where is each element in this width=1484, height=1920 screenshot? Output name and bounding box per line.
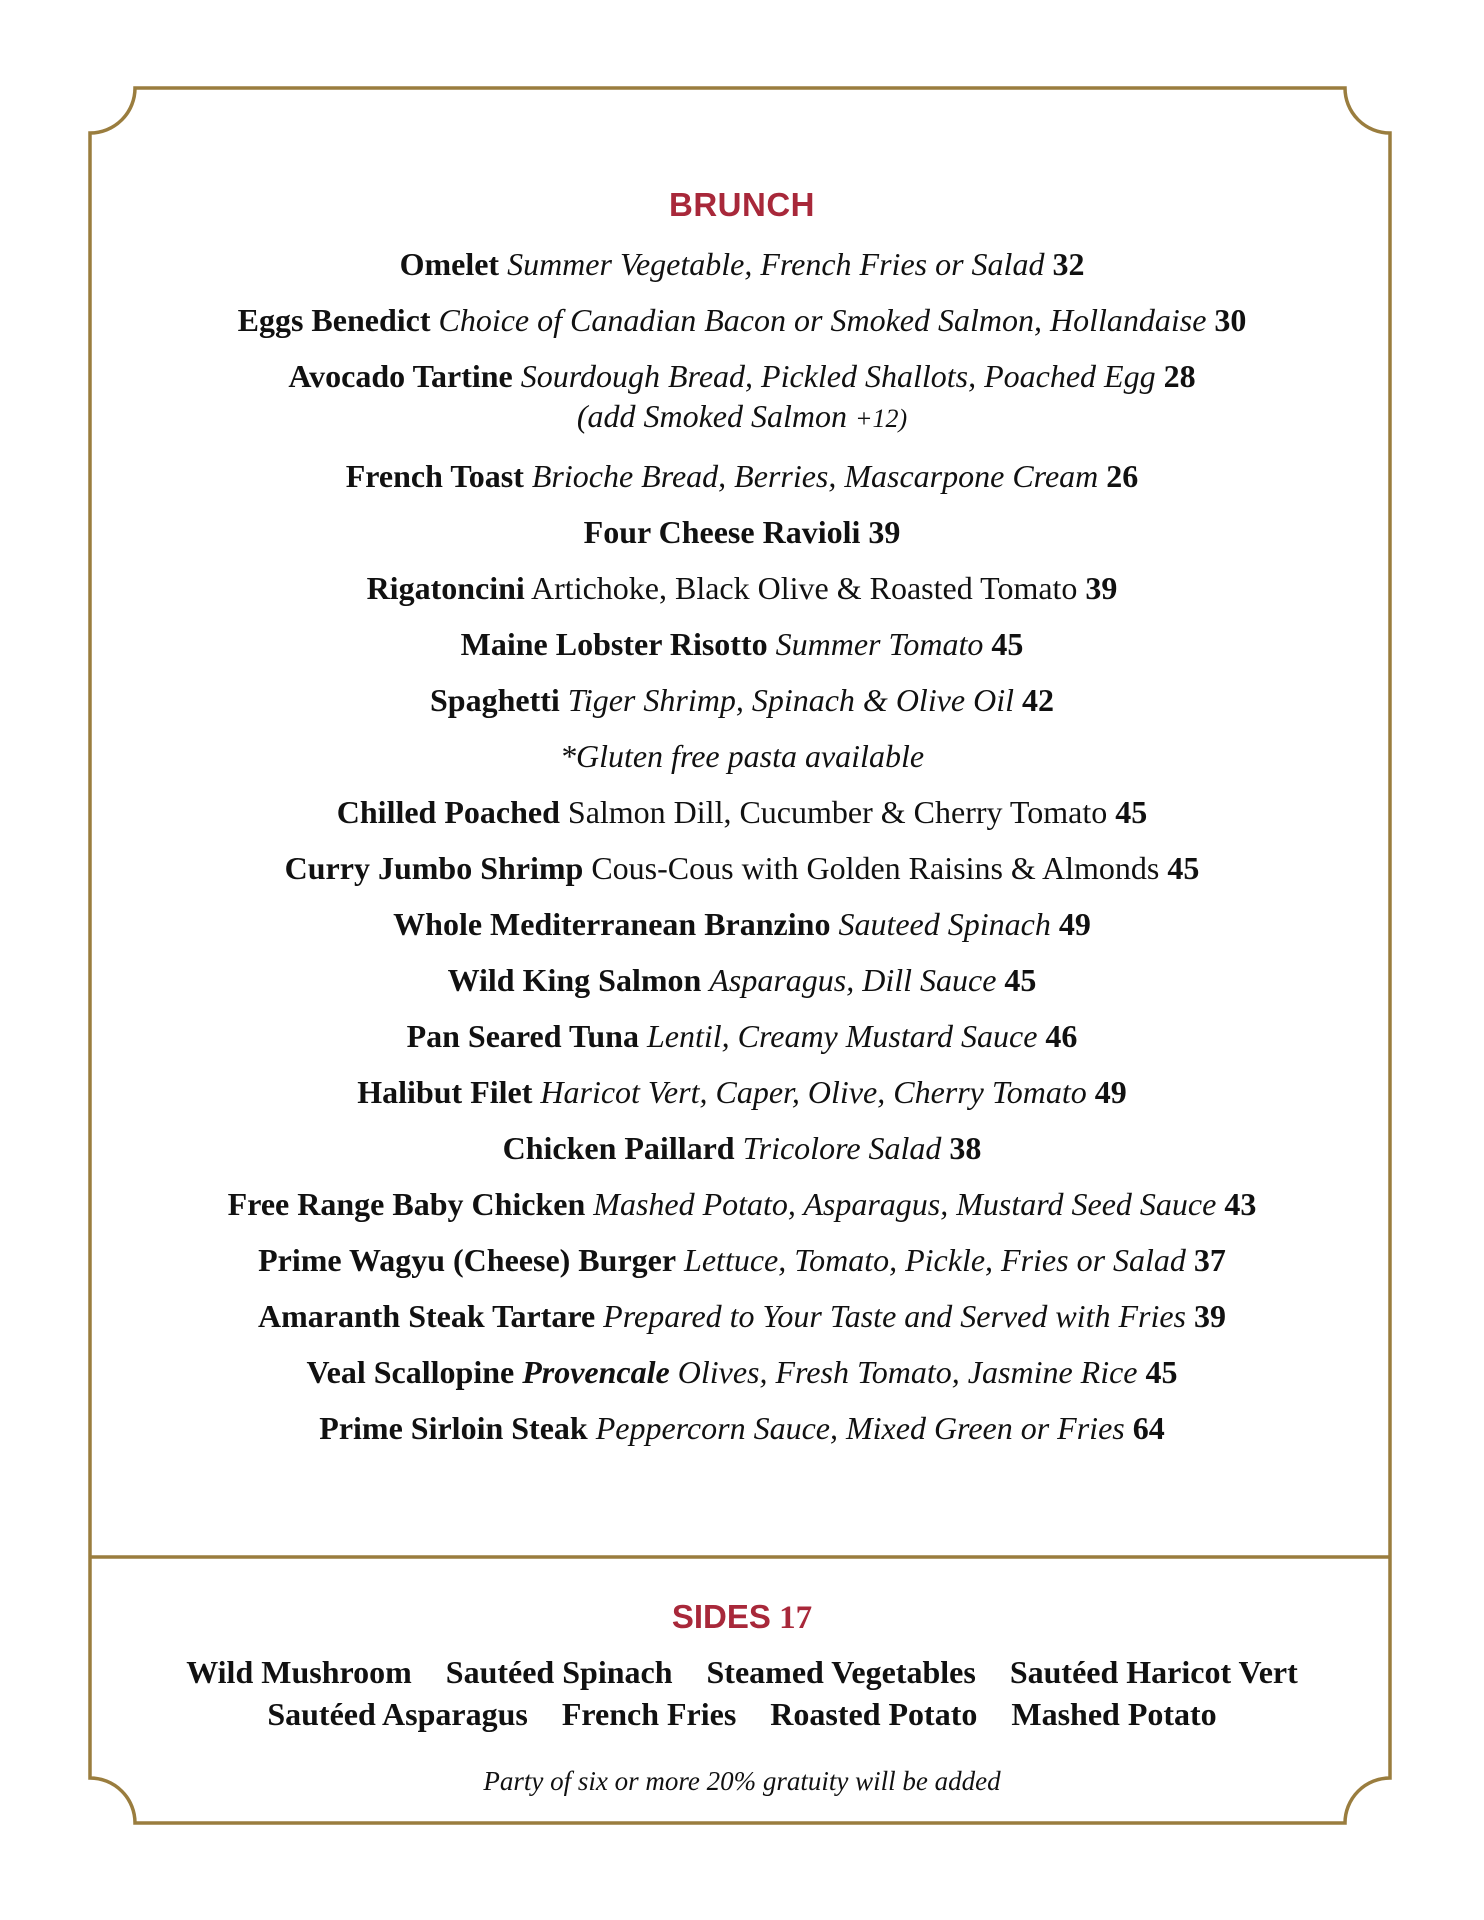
side-item: Steamed Vegetables [706, 1654, 976, 1690]
menu-item-name: Spaghetti [430, 682, 560, 718]
menu-item-description: Summer Tomato [775, 626, 984, 662]
menu-item-price: 39 [1194, 1298, 1226, 1334]
menu-item-price: 45 [1004, 962, 1037, 998]
menu-item-name: French Toast [345, 458, 524, 494]
menu-item [90, 512, 1394, 568]
menu-item-name: Four Cheese Ravioli [583, 514, 861, 550]
menu-item-price: 43 [1224, 1186, 1257, 1222]
menu-item-description: Cous-Cous with Golden Raisins & Almonds [591, 850, 1160, 886]
menu-item [90, 624, 1394, 680]
menu-item-price: 45 [991, 626, 1024, 662]
menu-item-description: Haricot Vert, Caper, Olive, Cherry Tomato [540, 1074, 1087, 1110]
menu-item-name: Halibut Filet [357, 1074, 533, 1110]
sides-list-line-2 [0, 1696, 1484, 1733]
menu-item [90, 792, 1394, 848]
menu-item-name: Prime Sirloin Steak [319, 1410, 588, 1446]
menu-item-name: Wild King Salmon [447, 962, 702, 998]
menu-item-description: Asparagus, Dill Sauce [709, 962, 997, 998]
menu-item-price: 39 [868, 514, 901, 550]
menu-item-price: 46 [1045, 1018, 1078, 1054]
menu-item [90, 1296, 1394, 1352]
menu-note: *Gluten free pasta available [559, 738, 925, 774]
menu-item-description: Sauteed Spinach [838, 906, 1051, 942]
sides-heading [0, 1598, 1484, 1637]
menu-item-description: Tiger Shrimp, Spinach & Olive Oil [567, 682, 1014, 718]
menu-item-description: Peppercorn Sauce, Mixed Green or Fries [595, 1410, 1125, 1446]
side-item: Sautéed Haricot Vert [1009, 1654, 1298, 1690]
menu-item-name-emphasis: Provencale [522, 1354, 670, 1390]
menu-item-description: Brioche Bread, Berries, Mascarpone Cream [531, 458, 1099, 494]
side-item: French Fries [561, 1696, 737, 1732]
menu-item-description: Artichoke, Black Olive & Roasted Tomato [531, 570, 1078, 606]
menu-item-price: 45 [1167, 850, 1200, 886]
brunch-menu-list [90, 244, 1394, 1464]
menu-item-price: 39 [1085, 570, 1118, 606]
menu-item-name: Amaranth Steak Tartare [257, 1298, 596, 1334]
menu-item [90, 1184, 1394, 1240]
menu-item-price: 42 [1022, 682, 1054, 718]
menu-item [90, 904, 1394, 960]
menu-item-price: 49 [1058, 906, 1091, 942]
menu-item-name: Chilled Poached [336, 794, 560, 830]
menu-item-price: 28 [1163, 358, 1196, 394]
menu-item-price: 30 [1214, 302, 1247, 338]
menu-item [90, 1072, 1394, 1128]
menu-item-price: 26 [1106, 458, 1139, 494]
menu-item-name: Pan Seared Tuna [406, 1018, 639, 1054]
menu-item-price: 49 [1094, 1074, 1127, 1110]
menu-item [90, 1352, 1394, 1408]
sides-price: 17 [779, 1600, 813, 1636]
menu-item-name: Whole Mediterranean Branzino [393, 906, 831, 942]
menu-item [90, 1240, 1394, 1296]
menu-item-name: Omelet [399, 246, 500, 282]
menu-item-name: Curry Jumbo Shrimp [284, 850, 584, 886]
menu-item-name: Prime Wagyu (Cheese) Burger [258, 1242, 677, 1278]
side-item: Wild Mushroom [186, 1654, 412, 1690]
brunch-heading: BRUNCH [669, 186, 815, 223]
menu-item [90, 1016, 1394, 1072]
menu-item [90, 300, 1394, 356]
menu-item-description: Olives, Fresh Tomato, Jasmine Rice [677, 1354, 1138, 1390]
menu-item-name: Avocado Tartine [288, 358, 513, 394]
menu-item-price: 38 [949, 1130, 982, 1166]
menu-item [90, 680, 1394, 736]
menu-item-description: Tricolore Salad [742, 1130, 942, 1166]
menu-item-description: Choice of Canadian Bacon or Smoked Salmon, Hollandaise [438, 302, 1207, 338]
menu-item [90, 1128, 1394, 1184]
side-item: Mashed Potato [1011, 1696, 1217, 1732]
menu-item [90, 456, 1394, 512]
side-item: Roasted Potato [770, 1696, 978, 1732]
menu-item-description: Lettuce, Tomato, Pickle, Fries or Salad [684, 1242, 1186, 1278]
menu-item-name: Maine Lobster Risotto [460, 626, 768, 662]
menu-item-name: Veal Scallopine [306, 1354, 515, 1390]
menu-item-description: Salmon Dill, Cucumber & Cherry Tomato [567, 794, 1108, 830]
menu-item-addon-text: (add Smoked Salmon [576, 398, 847, 434]
menu-item-price: 45 [1145, 1354, 1178, 1390]
menu-item-description: Prepared to Your Taste and Served with Fries [603, 1298, 1186, 1334]
menu-item [90, 1408, 1394, 1464]
menu-item [90, 848, 1394, 904]
menu-item-description: Lentil, Creamy Mustard Sauce [646, 1018, 1038, 1054]
menu-item-price: 37 [1193, 1242, 1226, 1278]
menu-item [90, 356, 1394, 456]
menu-item-price: 64 [1132, 1410, 1165, 1446]
menu-item-price: 45 [1115, 794, 1148, 830]
gratuity-note: Party of six or more 20% gratuity will be added [483, 1766, 1001, 1796]
side-item: Sautéed Asparagus [267, 1696, 528, 1732]
menu-item [90, 960, 1394, 1016]
menu-item [90, 568, 1394, 624]
menu-item-name: Rigatoncini [366, 570, 525, 606]
menu-item-name: Free Range Baby Chicken [227, 1186, 586, 1222]
side-item: Sautéed Spinach [445, 1654, 673, 1690]
menu-item-description: Mashed Potato, Asparagus, Mustard Seed Sauce [593, 1186, 1217, 1222]
menu-item-name: Eggs Benedict [237, 302, 431, 338]
menu-item-price: 32 [1052, 246, 1085, 282]
menu-item-description: Sourdough Bread, Pickled Shallots, Poached Egg [520, 358, 1156, 394]
menu-item-addon-price: +12) [854, 404, 908, 433]
menu-item-description: Summer Vegetable, French Fries or Salad [507, 246, 1045, 282]
sides-list-line-1 [0, 1654, 1484, 1691]
sides-heading-label: SIDES [671, 1598, 771, 1635]
menu-item [90, 244, 1394, 300]
menu-item-name: Chicken Paillard [502, 1130, 735, 1166]
menu-item-addon [90, 396, 1394, 439]
